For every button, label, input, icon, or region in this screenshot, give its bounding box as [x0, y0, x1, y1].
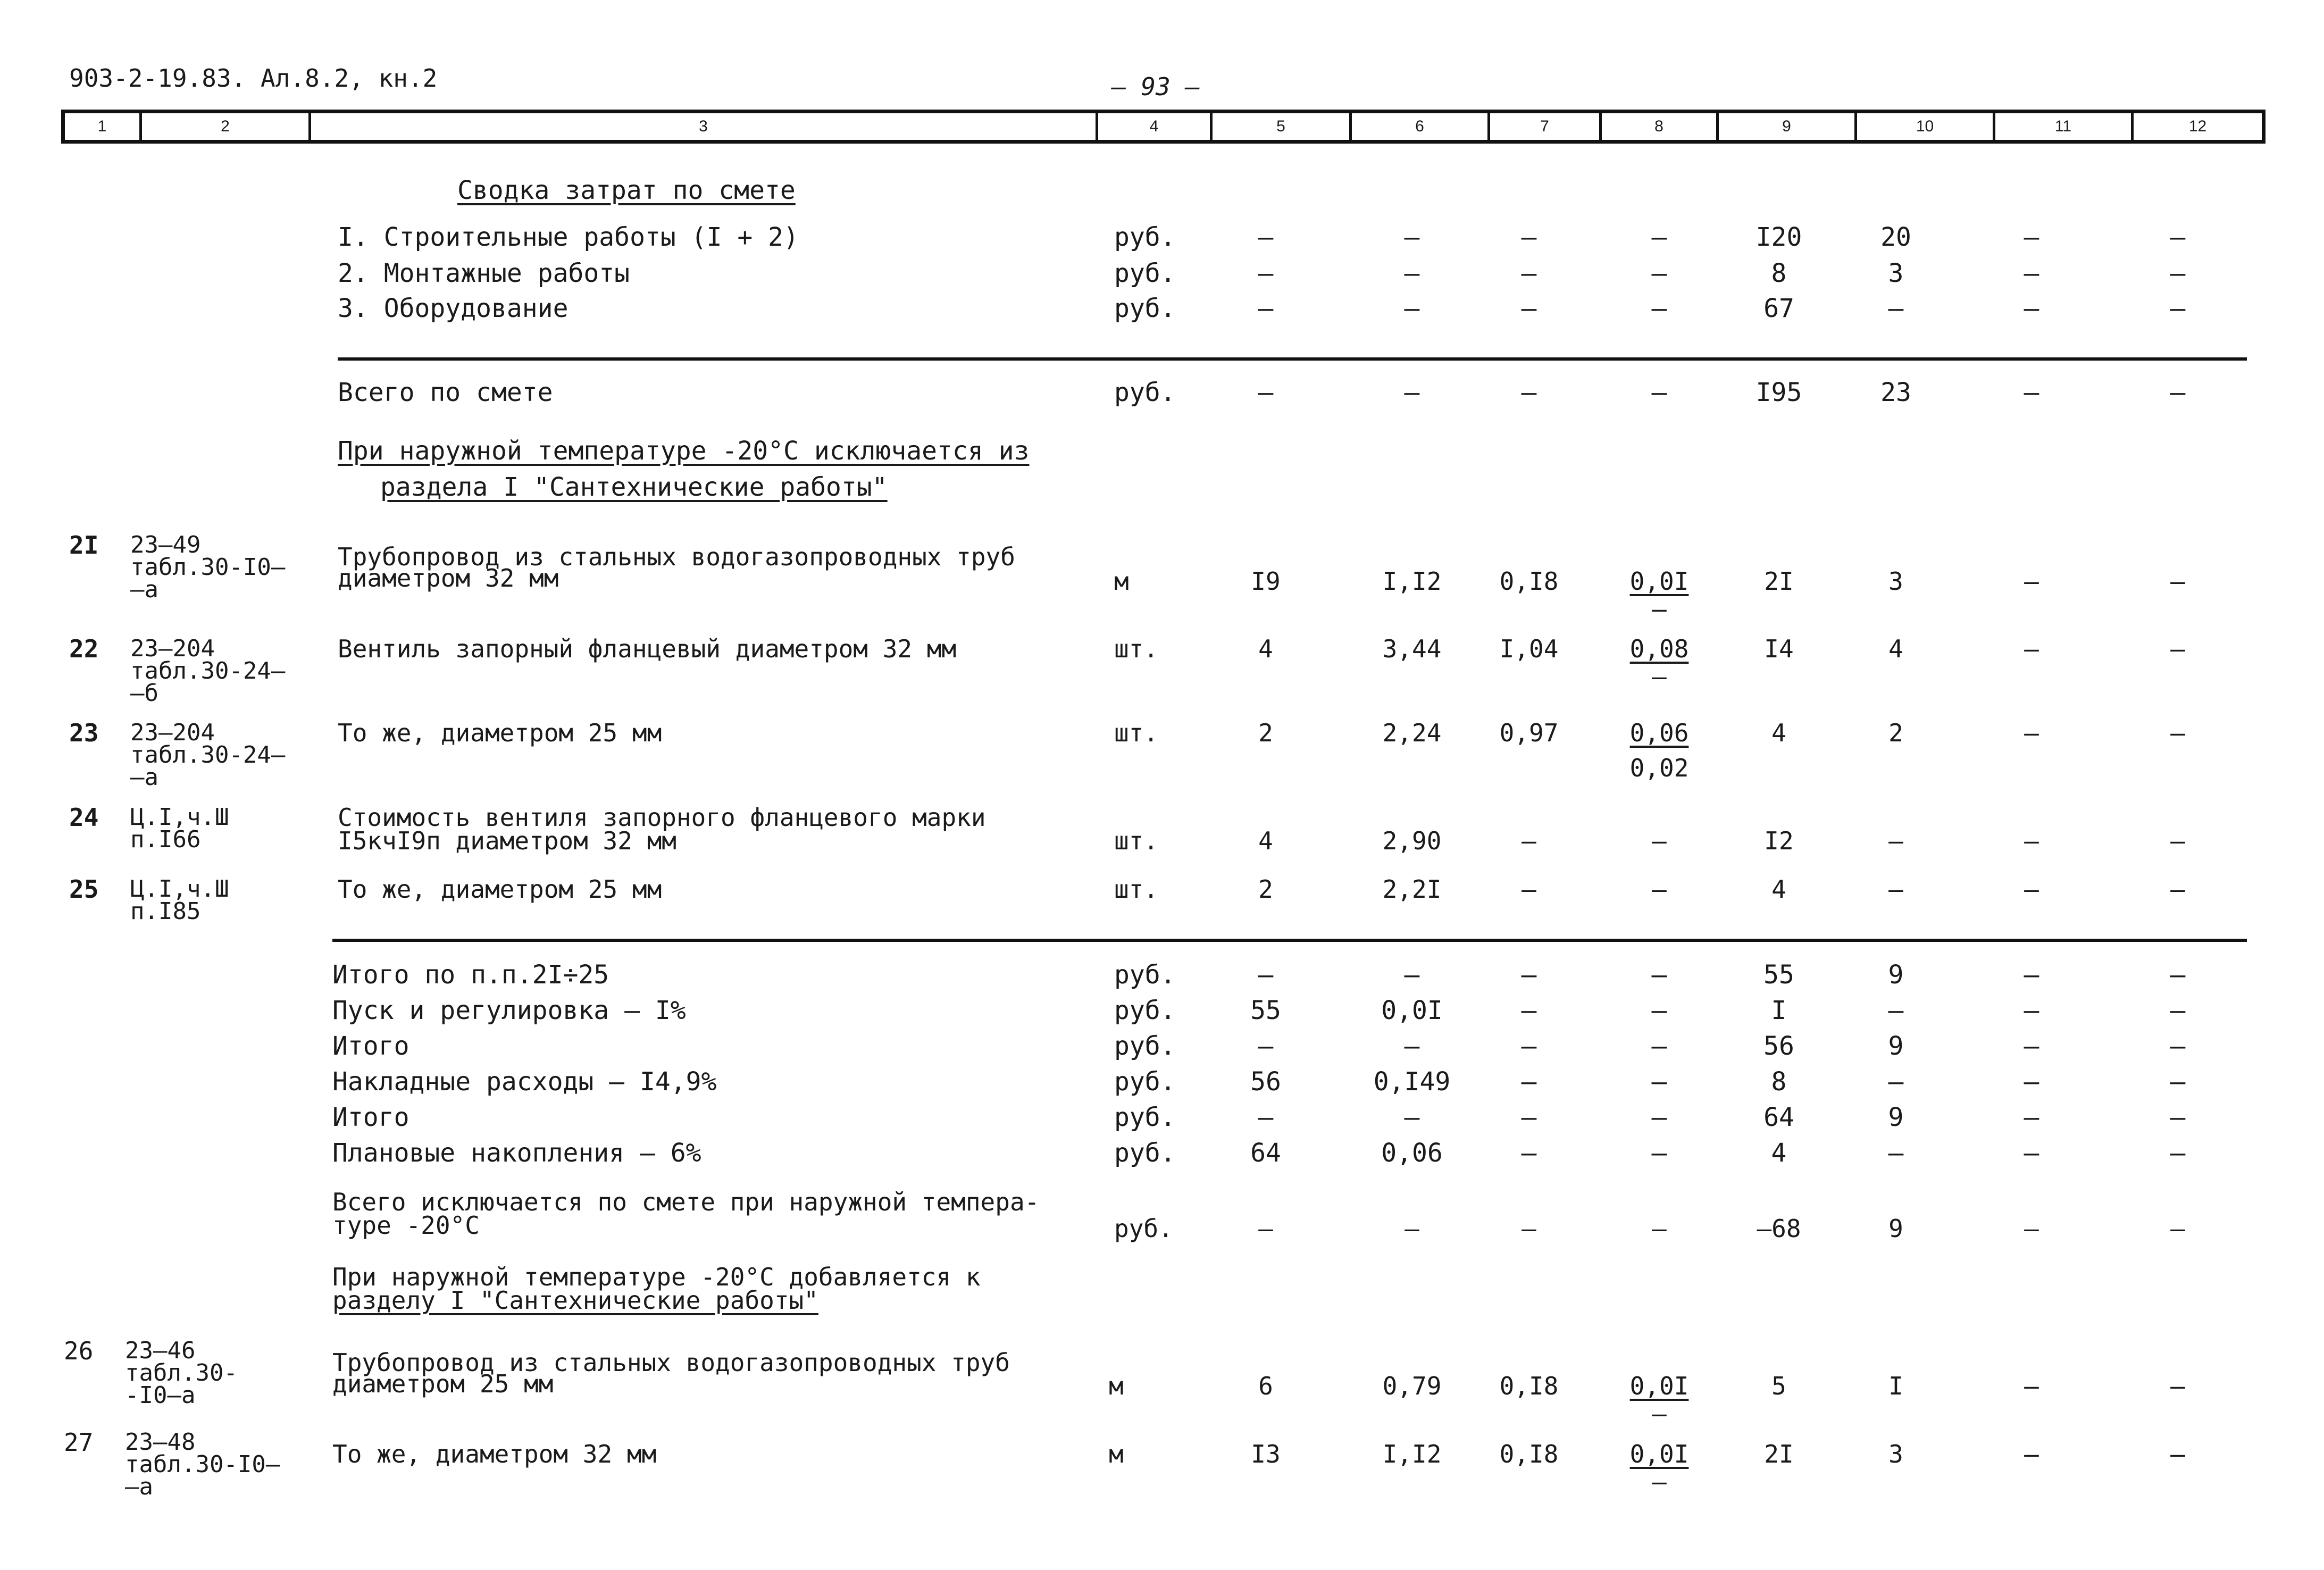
- cell-c6: 2,2I: [1382, 875, 1442, 904]
- cell-c8: –: [1651, 378, 1667, 407]
- item-number: 25: [69, 875, 99, 904]
- item-number: 22: [69, 634, 99, 663]
- item-number: 2I: [69, 531, 99, 559]
- cell-c11: –: [2024, 826, 2039, 855]
- cell-c9: 4: [1771, 875, 1786, 904]
- item-unit: м: [1114, 567, 1129, 596]
- excluded-section-title-1: При наружной температуре -20°C исключается из: [338, 436, 1030, 466]
- item-number: 27: [64, 1428, 94, 1457]
- totals-row: [0, 1103, 2324, 1140]
- row-name: Плановые накопления – 6%: [332, 1138, 701, 1168]
- item-description: диаметром 32 мм: [338, 564, 559, 592]
- cell-c11: –: [2024, 1067, 2039, 1097]
- cell-c8: 0,06: [1629, 719, 1689, 747]
- cell-c6: –: [1405, 1214, 1419, 1243]
- row-name: Итого: [332, 1031, 409, 1061]
- item-code: табл.30-I0–: [125, 1451, 280, 1478]
- cell-c12: –: [2170, 1031, 2186, 1061]
- cell-c11: –: [2024, 1138, 2039, 1168]
- cell-c6: I,I2: [1382, 1440, 1442, 1468]
- item-code: Ц.I,ч.Ш: [130, 804, 229, 831]
- item-unit: шт.: [1114, 634, 1159, 663]
- column-header-row: [61, 110, 2266, 144]
- cell-c7: 0,I8: [1499, 567, 1559, 596]
- cell-c9: 5: [1771, 1372, 1786, 1400]
- cell-c6: –: [1404, 1103, 1420, 1132]
- item-number: 26: [64, 1337, 94, 1365]
- item-code: табл.30-: [125, 1359, 238, 1387]
- cell-c10: 3: [1888, 258, 1904, 288]
- cell-c12: –: [2170, 1372, 2185, 1400]
- col-header-12: 12: [2131, 113, 2262, 140]
- cell-c5: –: [1258, 294, 1274, 323]
- cell-c9: 8: [1771, 258, 1787, 288]
- col-header-5: 5: [1210, 113, 1349, 140]
- col-header-3: 3: [308, 113, 1096, 140]
- totals-row: [0, 960, 2324, 997]
- cell-c6: 3,44: [1382, 634, 1442, 663]
- cell-c12: –: [2170, 1138, 2186, 1168]
- summary-total-row: [0, 378, 2324, 415]
- cell-c8: –: [1651, 1138, 1667, 1168]
- cell-c12: –: [2170, 258, 2186, 288]
- item-description: Вентиль запорный фланцевый диаметром 32 мм: [338, 634, 957, 663]
- totals-row: [0, 1031, 2324, 1068]
- item-description: Трубопровод из стальных водогазопроводных труб: [338, 542, 1015, 571]
- cell-c11: –: [2024, 996, 2039, 1025]
- col-header-8: 8: [1599, 113, 1716, 140]
- cell-c5: –: [1258, 258, 1274, 288]
- cell-c11: –: [2024, 634, 2039, 663]
- cell-c9: 8: [1771, 1067, 1787, 1097]
- cell-c9: 56: [1763, 1031, 1794, 1061]
- row-name: Накладные расходы – I4,9%: [332, 1067, 717, 1097]
- cell-c11: –: [2024, 567, 2039, 596]
- cell-c5: 4: [1258, 634, 1273, 663]
- cell-c9: 64: [1763, 1103, 1794, 1132]
- item-description: То же, диаметром 25 мм: [338, 719, 662, 747]
- cell-c8: 0,0I: [1629, 1440, 1689, 1468]
- item-code: -I0–а: [125, 1382, 196, 1409]
- cell-c5: –: [1258, 1214, 1273, 1243]
- totals-row: [0, 996, 2324, 1033]
- cell-c8: 0,0I: [1629, 567, 1689, 596]
- cell-c11: –: [2024, 1103, 2039, 1132]
- cell-c8: 0,08: [1629, 634, 1689, 663]
- divider: [332, 939, 2247, 942]
- cell-c8-sub: –: [1652, 1467, 1667, 1496]
- cell-c8: –: [1651, 1031, 1667, 1061]
- col-header-2: 2: [139, 113, 308, 140]
- cell-c11: –: [2024, 294, 2039, 323]
- row-name: 3. Оборудование: [338, 294, 569, 323]
- cell-c10: 4: [1888, 634, 1903, 663]
- item-description: То же, диаметром 32 мм: [332, 1440, 657, 1468]
- cell-c5: –: [1258, 960, 1274, 990]
- page-number: — 93 —: [1111, 72, 1200, 101]
- cell-c8-sub: –: [1652, 1399, 1667, 1428]
- row-unit: руб.: [1114, 960, 1176, 990]
- cell-c11: –: [2024, 1372, 2039, 1400]
- cell-c12: –: [2170, 1067, 2186, 1097]
- excluded-section-title-2: раздела I "Сантехнические работы": [380, 472, 888, 502]
- cell-c10: –: [1888, 1138, 1904, 1168]
- cell-c5: 4: [1258, 826, 1273, 855]
- cell-c6: –: [1404, 1031, 1420, 1061]
- cell-c11: –: [2024, 875, 2039, 904]
- item-code: табл.30-24–: [130, 741, 286, 769]
- item-code: –а: [130, 576, 158, 603]
- item-description: То же, диаметром 25 мм: [338, 875, 662, 904]
- row-name: 2. Монтажные работы: [338, 258, 630, 288]
- item-code: п.I85: [130, 898, 201, 925]
- cell-c10: –: [1888, 826, 1903, 855]
- summary-row: [0, 294, 2324, 331]
- row-unit: руб.: [1114, 1103, 1176, 1132]
- cell-c7: –: [1522, 826, 1536, 855]
- cell-c12: –: [2170, 1214, 2185, 1243]
- cell-c9: 4: [1771, 719, 1786, 747]
- cell-c8: –: [1652, 826, 1667, 855]
- row-name: Всего по смете: [338, 378, 553, 407]
- row-unit: руб.: [1114, 1067, 1176, 1097]
- cell-c6: –: [1404, 222, 1420, 252]
- added-section-title-1: При наружной температуре -20°C добавляется к: [332, 1263, 981, 1291]
- cell-c6: 0,79: [1382, 1372, 1442, 1400]
- cell-c9: I2: [1764, 826, 1794, 855]
- item-unit: шт.: [1114, 719, 1159, 747]
- cell-c7: 0,I8: [1499, 1440, 1559, 1468]
- cell-c5: 56: [1250, 1067, 1281, 1097]
- cell-c8: 0,0I: [1629, 1372, 1689, 1400]
- cell-c8: –: [1651, 960, 1667, 990]
- row-unit: руб.: [1114, 258, 1176, 288]
- cell-c7: –: [1521, 378, 1537, 407]
- cell-c10: –: [1888, 1067, 1904, 1097]
- cell-c7: –: [1521, 294, 1537, 323]
- item-code: Ц.I,ч.Ш: [130, 875, 229, 903]
- cell-c10: 20: [1880, 222, 1911, 252]
- document-code: 903-2-19.83. Ал.8.2, кн.2: [69, 64, 438, 93]
- cell-c8-sub: –: [1652, 595, 1667, 623]
- cell-c12: –: [2170, 222, 2186, 252]
- row-name: Пуск и регулировка – I%: [332, 996, 686, 1025]
- cell-c6: –: [1404, 294, 1420, 323]
- item-code: 23–46: [125, 1337, 196, 1364]
- cell-c5: 55: [1250, 996, 1281, 1025]
- cell-c11: –: [2024, 378, 2039, 407]
- cell-c11: –: [2024, 719, 2039, 747]
- col-header-6: 6: [1349, 113, 1487, 140]
- cell-c11: –: [2024, 960, 2039, 990]
- row-unit: руб.: [1114, 1031, 1176, 1061]
- cell-c6: 0,06: [1381, 1138, 1443, 1168]
- summary-row: [0, 222, 2324, 260]
- row-name: туре -20°C: [332, 1211, 480, 1240]
- cell-c6: –: [1404, 378, 1420, 407]
- cell-c11: –: [2024, 222, 2039, 252]
- cell-c6: –: [1404, 960, 1420, 990]
- cell-c8: –: [1651, 258, 1667, 288]
- cell-c10: 9: [1888, 1031, 1904, 1061]
- cell-c7: –: [1521, 960, 1537, 990]
- cell-c11: –: [2024, 258, 2039, 288]
- col-header-11: 11: [1993, 113, 2131, 140]
- cell-c5: –: [1258, 222, 1274, 252]
- cell-c7: –: [1521, 222, 1537, 252]
- cell-c8: –: [1651, 996, 1667, 1025]
- cell-c7: –: [1521, 258, 1537, 288]
- cell-c11: –: [2024, 1031, 2039, 1061]
- cell-c10: –: [1888, 294, 1904, 323]
- divider: [338, 357, 2247, 361]
- cell-c12: –: [2170, 719, 2185, 747]
- cell-c9: I20: [1755, 222, 1802, 252]
- cell-c8: –: [1651, 222, 1667, 252]
- cell-c10: –: [1888, 875, 1903, 904]
- item-code: –а: [130, 764, 158, 791]
- cell-c11: –: [2024, 1440, 2039, 1468]
- item-description: I5кчI9п диаметром 32 мм: [338, 826, 676, 855]
- cell-c9: 67: [1763, 294, 1794, 323]
- row-unit: руб.: [1114, 294, 1176, 323]
- item-code: 23–48: [125, 1429, 196, 1456]
- cell-c9: –68: [1757, 1214, 1801, 1243]
- item-code: табл.30-24–: [130, 657, 286, 684]
- cell-c8-sub: –: [1652, 662, 1667, 691]
- item-description: Стоимость вентиля запорного фланцевого марки: [338, 803, 986, 832]
- cell-c5: 64: [1250, 1138, 1281, 1168]
- cell-c12: –: [2170, 996, 2186, 1025]
- row-name: I. Строительные работы (I + 2): [338, 222, 799, 252]
- summary-row: [0, 258, 2324, 296]
- cell-c5: 2: [1258, 875, 1273, 904]
- item-code: 23–204: [130, 635, 215, 662]
- cell-c5: 6: [1258, 1372, 1273, 1400]
- cell-c12: –: [2170, 1440, 2185, 1468]
- cell-c7: –: [1521, 1067, 1537, 1097]
- cell-c6: –: [1404, 258, 1420, 288]
- cell-c12: –: [2170, 875, 2185, 904]
- cell-c9: I95: [1755, 378, 1802, 407]
- cell-c6: 0,0I: [1381, 996, 1443, 1025]
- cell-c10: 3: [1888, 567, 1903, 596]
- cell-c6: 2,90: [1382, 826, 1442, 855]
- cell-c7: –: [1522, 875, 1536, 904]
- cell-c12: –: [2170, 826, 2185, 855]
- item-code: –а: [125, 1473, 153, 1500]
- cell-c7: –: [1521, 1103, 1537, 1132]
- col-header-7: 7: [1487, 113, 1599, 140]
- cell-c9: 2I: [1764, 1440, 1794, 1468]
- col-header-10: 10: [1854, 113, 1993, 140]
- cell-c12: –: [2170, 634, 2185, 663]
- item-code: 23–204: [130, 719, 215, 746]
- item-unit: м: [1109, 1372, 1124, 1400]
- cell-c12: –: [2170, 294, 2186, 323]
- cell-c5: I9: [1251, 567, 1281, 596]
- cell-c5: –: [1258, 378, 1274, 407]
- row-unit: руб.: [1114, 378, 1176, 407]
- col-header-4: 4: [1096, 113, 1210, 140]
- row-name: Всего исключается по смете при наружной темпера-: [332, 1188, 1040, 1216]
- cell-c8: –: [1651, 1067, 1667, 1097]
- item-code: п.I66: [130, 826, 201, 853]
- cell-c7: –: [1521, 1138, 1537, 1168]
- col-header-1: 1: [97, 118, 107, 135]
- cell-c8-sub: 0,02: [1629, 754, 1689, 782]
- cell-c10: 9: [1888, 1214, 1903, 1243]
- cell-c12: –: [2170, 567, 2185, 596]
- item-description: Трубопровод из стальных водогазопроводных труб: [332, 1348, 1010, 1377]
- added-section-title-2: разделу I "Сантехнические работы": [332, 1286, 818, 1315]
- item-number: 23: [69, 719, 99, 747]
- row-unit: руб.: [1114, 1138, 1176, 1168]
- summary-title: Сводка затрат по смете: [457, 176, 796, 205]
- totals-row: [0, 1138, 2324, 1175]
- item-description: диаметром 25 мм: [332, 1369, 554, 1398]
- cell-c5: –: [1258, 1031, 1274, 1061]
- cell-c10: 9: [1888, 960, 1904, 990]
- cell-c8: –: [1651, 1103, 1667, 1132]
- cell-c6: 2,24: [1382, 719, 1442, 747]
- item-code: 23–49: [130, 531, 201, 558]
- cell-c5: –: [1258, 1103, 1274, 1132]
- cell-c8: –: [1651, 294, 1667, 323]
- col-header-9: 9: [1716, 113, 1854, 140]
- cell-c9: I: [1771, 996, 1787, 1025]
- row-name: Итого: [332, 1103, 409, 1132]
- cell-c8: –: [1652, 1214, 1667, 1243]
- cell-c10: 3: [1888, 1440, 1903, 1468]
- item-code: табл.30-I0–: [130, 554, 286, 581]
- cell-c9: 4: [1771, 1138, 1787, 1168]
- cell-c9: 55: [1763, 960, 1794, 990]
- cell-c9: 2I: [1764, 567, 1794, 596]
- cell-c7: –: [1521, 996, 1537, 1025]
- cell-c9: I4: [1764, 634, 1794, 663]
- cell-c7: –: [1522, 1214, 1536, 1243]
- row-unit: руб.: [1114, 996, 1176, 1025]
- cell-c10: 9: [1888, 1103, 1904, 1132]
- row-name: Итого по п.п.2I÷25: [332, 960, 609, 990]
- item-unit: шт.: [1114, 826, 1159, 855]
- totals-row: [0, 1067, 2324, 1104]
- cell-c10: I: [1888, 1372, 1903, 1400]
- cell-c10: 23: [1880, 378, 1911, 407]
- cell-c12: –: [2170, 960, 2186, 990]
- cell-c5: 2: [1258, 719, 1273, 747]
- row-unit: руб.: [1114, 1214, 1173, 1243]
- cell-c12: –: [2170, 1103, 2186, 1132]
- cell-c10: –: [1888, 996, 1904, 1025]
- item-code: –б: [130, 680, 158, 707]
- cell-c10: 2: [1888, 719, 1903, 747]
- row-unit: руб.: [1114, 222, 1176, 252]
- cell-c12: –: [2170, 378, 2186, 407]
- item-unit: шт.: [1114, 875, 1159, 904]
- cell-c6: I,I2: [1382, 567, 1442, 596]
- item-unit: м: [1109, 1440, 1124, 1468]
- cell-c7: 0,97: [1499, 719, 1559, 747]
- cell-c6: 0,I49: [1373, 1067, 1451, 1097]
- cell-c5: I3: [1251, 1440, 1281, 1468]
- cell-c7: –: [1521, 1031, 1537, 1061]
- cell-c7: 0,I8: [1499, 1372, 1559, 1400]
- cell-c11: –: [2024, 1214, 2039, 1243]
- item-number: 24: [69, 803, 99, 832]
- cell-c7: I,04: [1499, 634, 1559, 663]
- cell-c8: –: [1652, 875, 1667, 904]
